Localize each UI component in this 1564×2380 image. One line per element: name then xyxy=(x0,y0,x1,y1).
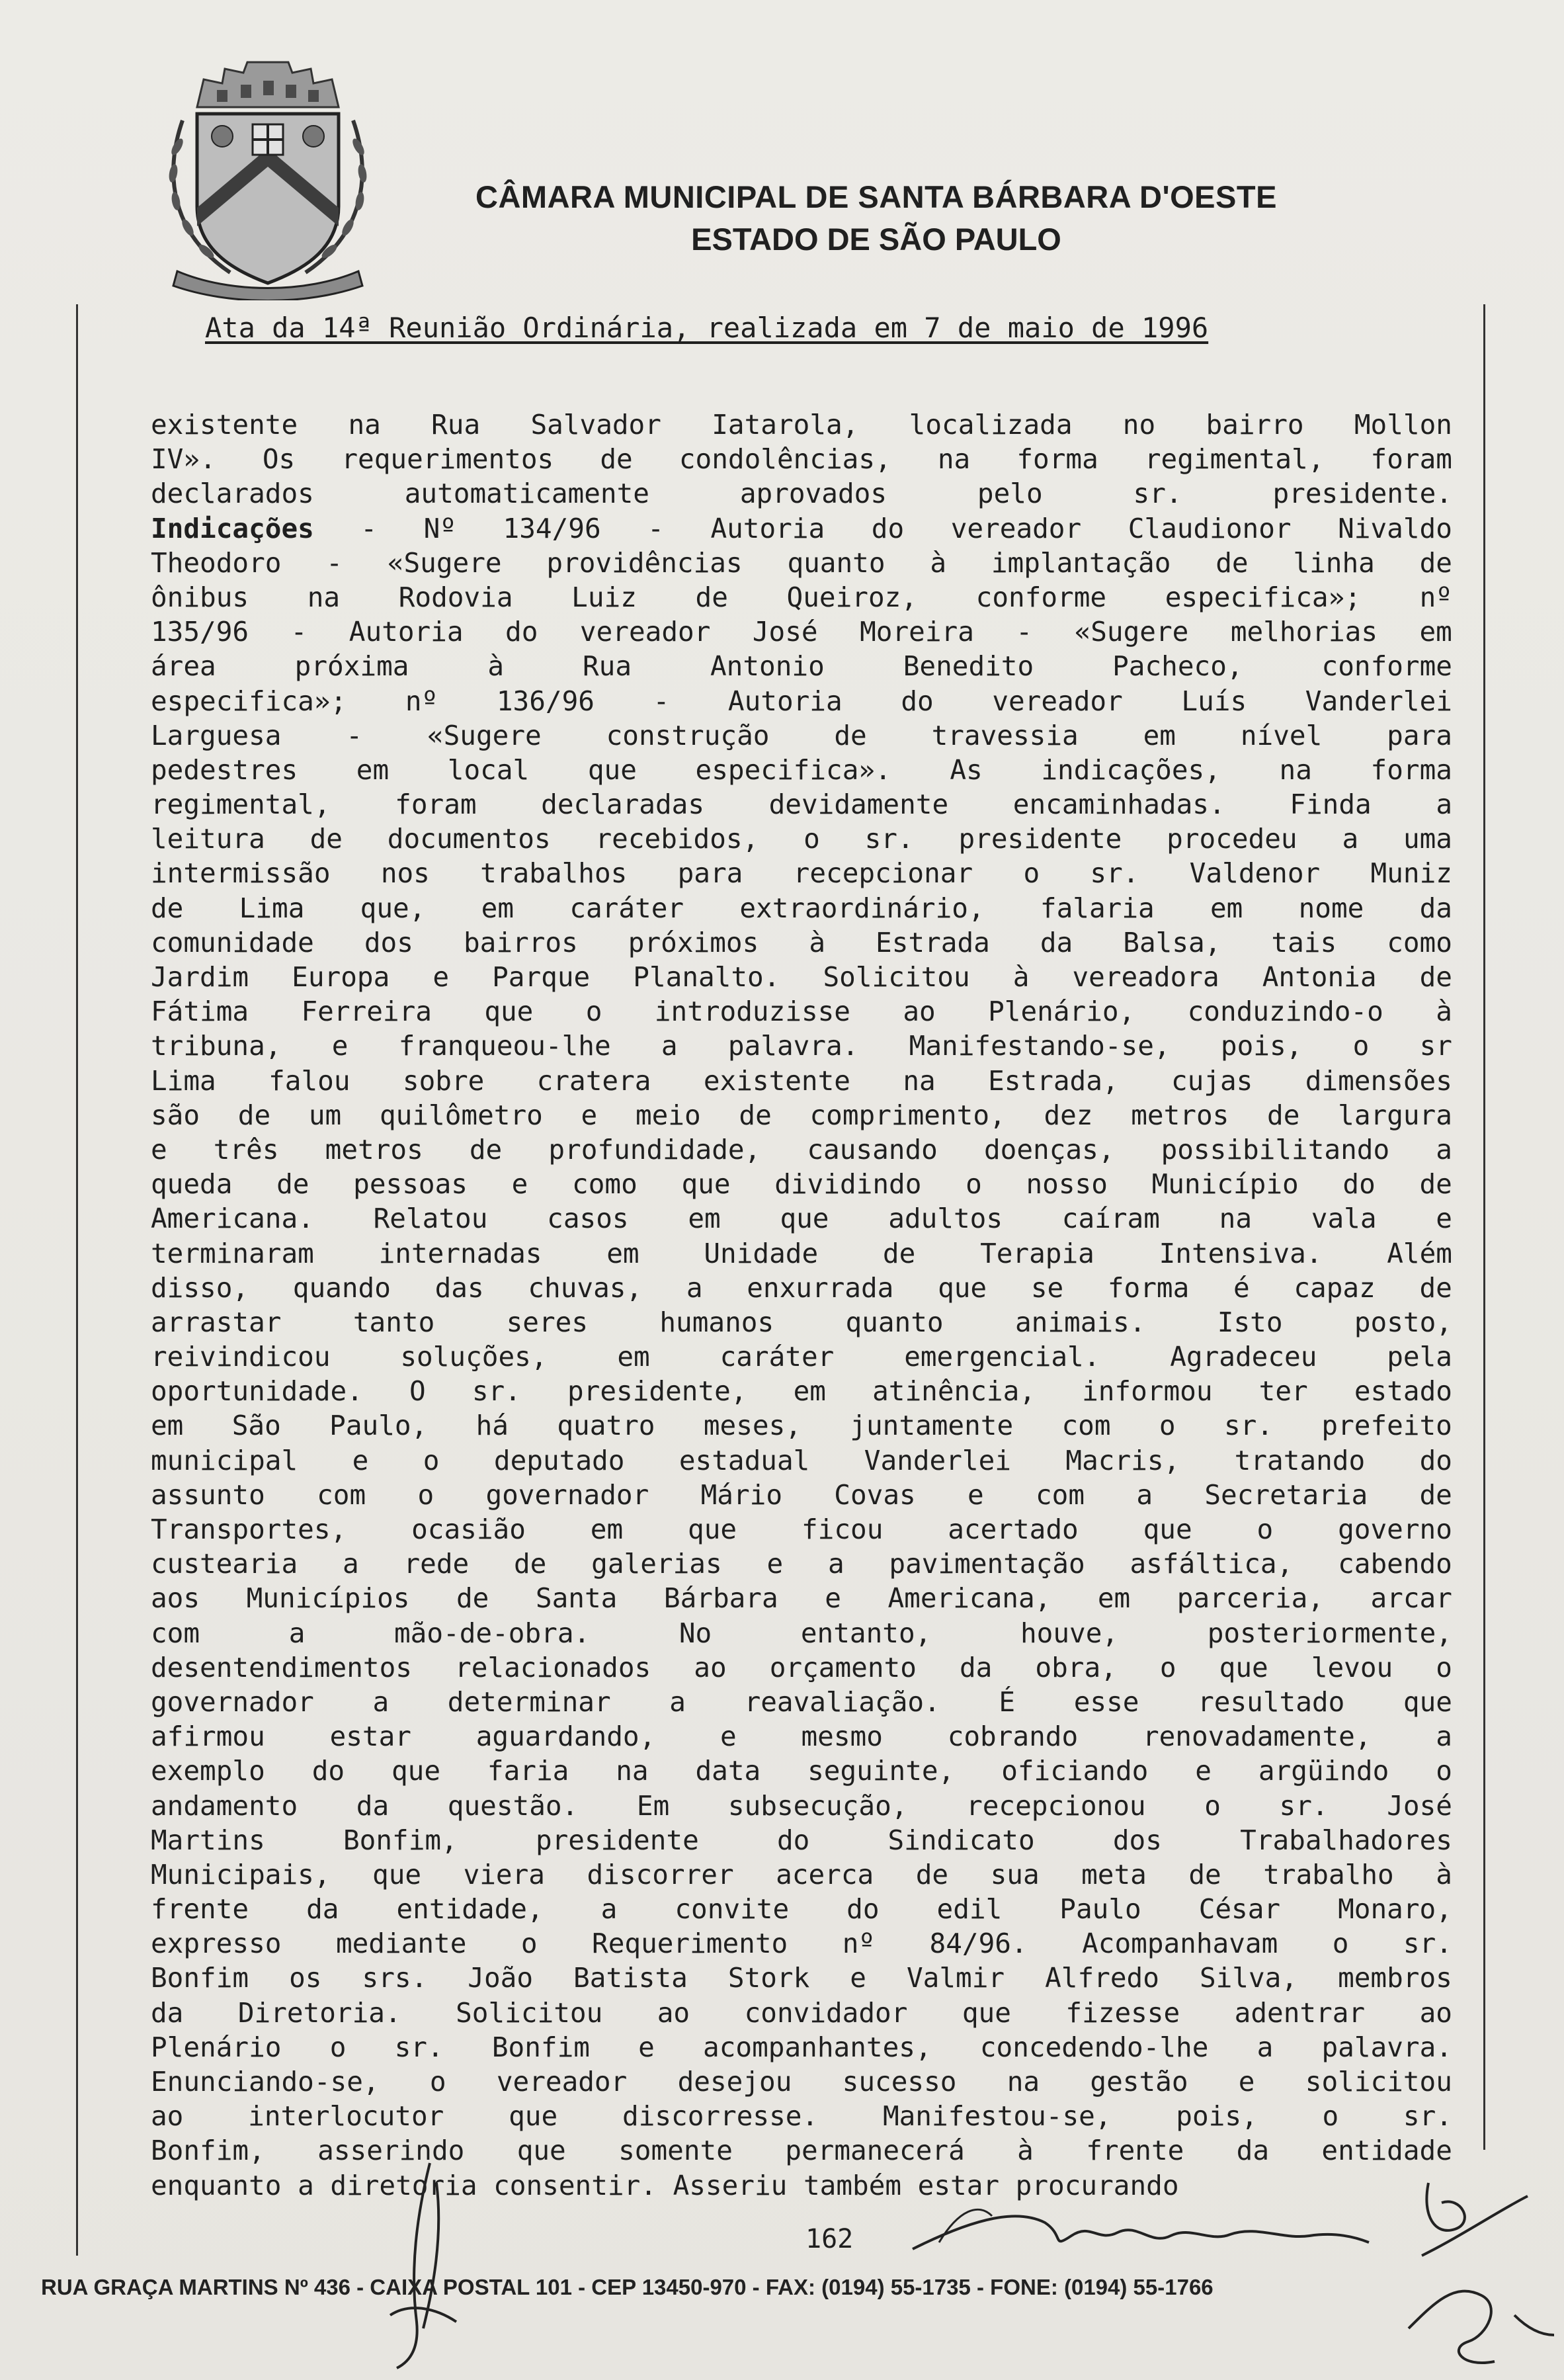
body-line: arrastar tanto seres humanos quanto animais. Isto posto, xyxy=(151,1306,1452,1338)
body-line: pedestres em local que especifica». As indicações, na forma xyxy=(151,753,1452,786)
body-line: da Diretoria. Solicitou ao convidador que fizesse adentrar ao xyxy=(151,1996,1452,2029)
body-line: de Lima que, em caráter extraordinário, falaria em nome da xyxy=(151,892,1452,924)
body-line: em São Paulo, há quatro meses, juntamente com o sr. prefeito xyxy=(151,1410,1452,1442)
body-line: declarados automaticamente aprovados pelo sr. presidente. xyxy=(151,478,1452,510)
body-line: oportunidade. O sr. presidente, em atinência, informou ter estado xyxy=(151,1375,1452,1408)
body-line: especifica»; nº 136/96 - Autoria do vereador Luís Vanderlei xyxy=(151,685,1452,717)
address-footer: RUA GRAÇA MARTINS Nº 436 - CAIXA POSTAL 101 - CEP 13450-970 - FAX: (0194) 55-1735 - FONE: (0194) 55-1766 xyxy=(41,2275,1214,2299)
left-margin-rule xyxy=(76,304,78,2256)
body-line: exemplo do que faria na data seguinte, oficiando e argüindo o xyxy=(151,1755,1452,1787)
body-line: Indicações - Nº 134/96 - Autoria do vereador Claudionor Nivaldo xyxy=(151,512,1452,544)
body-line: intermissão nos trabalhos para recepcionar o sr. Valdenor Muniz xyxy=(151,857,1452,890)
body-line: Municipais, que viera discorrer acerca de sua meta de trabalho à xyxy=(151,1858,1452,1891)
body-line: disso, quando das chuvas, a enxurrada que se forma é capaz de xyxy=(151,1271,1452,1304)
body-line: enquanto a diretoria consentir. Asseriu também estar procurando xyxy=(151,2169,1179,2201)
body-line: Fátima Ferreira que o introduzisse ao Plenário, conduzindo-o à xyxy=(151,996,1452,1028)
body-line: comunidade dos bairros próximos à Estrada da Balsa, tais como xyxy=(151,926,1452,958)
body-line: 135/96 - Autoria do vereador José Moreira - «Sugere melhorias em xyxy=(151,616,1452,648)
body-line: municipal e o deputado estadual Vanderlei Macris, tratando do xyxy=(151,1444,1452,1476)
body-line: andamento da questão. Em subsecução, recepcionou o sr. José xyxy=(151,1789,1452,1822)
body-line: Americana. Relatou casos em que adultos caíram na vala e xyxy=(151,1203,1452,1235)
body-line: Plenário o sr. Bonfim e acompanhantes, concedendo-lhe a palavra. xyxy=(151,2031,1452,2063)
body-line: com a mão-de-obra. No entanto, houve, posteriormente, xyxy=(151,1617,1452,1649)
signature-left xyxy=(370,2156,476,2375)
body-line: afirmou estar aguardando, e mesmo cobrando renovadamente, a xyxy=(151,1721,1452,1753)
body-line: IV». Os requerimentos de condolências, na forma regimental, foram xyxy=(151,443,1452,476)
body-line: reivindicou soluções, em caráter emergencial. Agradeceu pela xyxy=(151,1341,1452,1373)
body-line: queda de pessoas e como que dividindo o nosso Município do de xyxy=(151,1168,1452,1201)
body-line: Bonfim, asserindo que somente permanecerá à frente da entidade xyxy=(151,2135,1452,2167)
body-line: ônibus na Rodovia Luiz de Queiroz, conforme especifica»; nº xyxy=(151,581,1452,613)
institution-name: CÂMARA MUNICIPAL DE SANTA BÁRBARA D'OESTE xyxy=(475,179,1277,214)
body-line: tribuna, e franqueou-lhe a palavra. Manifestando-se, pois, o sr xyxy=(151,1030,1452,1062)
body-line: Martins Bonfim, presidente do Sindicato dos Trabalhadores xyxy=(151,1824,1452,1856)
body-line: e três metros de profundidade, causando doenças, possibilitando a xyxy=(151,1133,1452,1166)
municipal-coat-of-arms xyxy=(151,61,385,300)
body-line: Enunciando-se, o vereador desejou sucesso na gestão e solicitou xyxy=(151,2066,1452,2098)
body-line: ao interlocutor que discorresse. Manifestou-se, pois, o sr. xyxy=(151,2100,1452,2133)
body-line: existente na Rua Salvador Iatarola, localizada no bairro Mollon xyxy=(151,409,1452,441)
body-line: Larguesa - «Sugere construção de travessia em nível para xyxy=(151,719,1452,751)
body-line: área próxima à Rua Antonio Benedito Pacheco, conforme xyxy=(151,650,1452,683)
body-line: desentendimentos relacionados ao orçamento da obra, o que levou o xyxy=(151,1651,1452,1683)
minutes-heading: Ata da 14ª Reunião Ordinária, realizada em 7 de maio de 1996 xyxy=(205,312,1209,344)
body-line: Bonfim os srs. João Batista Stork e Valmir Alfredo Silva, membros xyxy=(151,1962,1452,1994)
body-line: custearia a rede de galerias e a pavimentação asfáltica, cabendo xyxy=(151,1548,1452,1580)
state-name: ESTADO DE SÃO PAULO xyxy=(691,222,1061,257)
body-line: leitura de documentos recebidos, o sr. presidente procedeu a uma xyxy=(151,823,1452,855)
body-line: Jardim Europa e Parque Planalto. Solicitou à vereadora Antonia de xyxy=(151,961,1452,993)
body-line: assunto com o governador Mário Covas e com a Secretaria de xyxy=(151,1478,1452,1511)
minutes-body xyxy=(151,407,1452,2203)
page-number: 162 xyxy=(805,2224,854,2254)
signature-right xyxy=(1382,2170,1561,2380)
right-margin-rule xyxy=(1483,304,1485,2150)
body-line: Lima falou sobre cratera existente na Estrada, cujas dimensões xyxy=(151,1064,1452,1097)
signature-center xyxy=(899,2196,1376,2269)
body-line: governador a determinar a reavaliação. É esse resultado que xyxy=(151,1685,1452,1718)
body-line: terminaram internadas em Unidade de Terapia Intensiva. Além xyxy=(151,1237,1452,1269)
body-line: regimental, foram declaradas devidamente encaminhadas. Finda a xyxy=(151,788,1452,821)
body-line: são de um quilômetro e meio de comprimento, dez metros de largura xyxy=(151,1099,1452,1131)
body-line: Transportes, ocasião em que ficou acertado que o governo xyxy=(151,1513,1452,1545)
body-line: Theodoro - «Sugere providências quanto à implantação de linha de xyxy=(151,546,1452,579)
body-line: aos Municípios de Santa Bárbara e Americana, em parceria, arcar xyxy=(151,1582,1452,1615)
body-line: frente da entidade, a convite do edil Paulo César Monaro, xyxy=(151,1893,1452,1926)
body-line: expresso mediante o Requerimento nº 84/96. Acompanhavam o sr. xyxy=(151,1928,1452,1960)
